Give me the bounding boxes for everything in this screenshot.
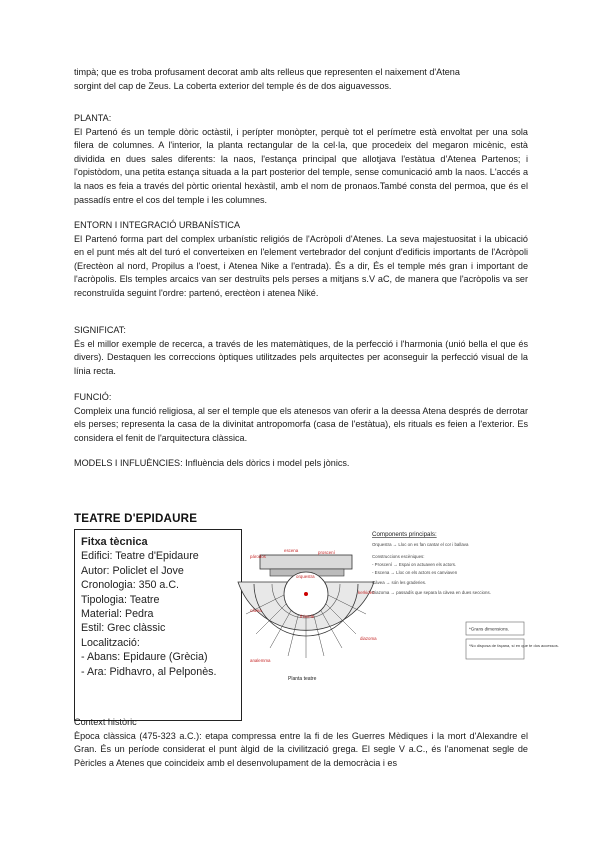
intro-line-1: timpà; que es troba profusament decorat amb alts relleus que representen el naixement d'Atena [74, 67, 460, 77]
section-title: TEATRE D'EPIDAURE [74, 512, 198, 525]
components-panel [372, 531, 559, 659]
component-item: - Escena → Lloc on els actors es canviaven [372, 570, 458, 575]
fitxa-row: Localització: [81, 636, 140, 649]
planta-heading: PLANTA: [74, 113, 112, 123]
context-heading: Context històric [74, 717, 137, 727]
fitxa-row: - Ara: Pidhavro, al Pelponès. [81, 665, 217, 678]
diagram-caption: Planta teatre [288, 676, 317, 682]
fitxa-row: - Abans: Epidaure (Grècia) [81, 651, 208, 664]
note-dimensions: *Grans dimensions. [469, 626, 510, 632]
significat-heading: SIGNIFICAT: [74, 325, 126, 335]
component-item: Orquestra → Lloc on es fan cantar el cor i ballava [372, 542, 469, 547]
models-text: Influència dels dòrics i model pels jònics. [182, 458, 350, 468]
fitxa-row: Tipologia: Teatre [81, 593, 160, 606]
component-item: Càvea → són les graderies. [372, 580, 427, 585]
component-item: Diazoma → passadís que separa la càvea en dues seccions. [372, 590, 491, 595]
section-funcio [74, 391, 528, 445]
fitxa-row: Cronologia: 350 a.C. [81, 579, 180, 592]
fitxa-title: Fitxa tècnica [81, 536, 148, 548]
component-item: Construccions escèniques: [372, 554, 425, 559]
planta-text: El Partenó és un temple dòric octàstil, i perípter monòpter, perquè tot el perímetre està envoltat per una sola filera de columnes. A l'interior, la planta rectangular de la cel·la, que procedeix del megaron micènic, està dividida en dues sales diferents: la naos, l'estança principal que allotjava l'estàtua d'Atenea Partenos; i l'opistòdom, una petita estança situada a la part posterior del temple, sense comunicació amb la naos. L'accés a la naos es feia a través del pòrtic oriental hexàstil, amb el nom de pronaos.També consta del permoa, que és el passadís entre el cos del temple i les columnes. [74, 126, 528, 205]
note-facade: *No disposa de façana, sí en que te dos accessos. [469, 643, 559, 648]
paragraph-intro [74, 66, 528, 93]
label-diazoma: diazoma [360, 636, 377, 641]
section-entorn [74, 219, 528, 301]
fitxa-tecnica-box [74, 529, 242, 721]
fitxa-row: Autor: Policlet el Jove [81, 564, 184, 577]
label-proscenium: proscení [318, 550, 335, 555]
entorn-text: El Partenó forma part del complex urbanístic religiós de l'Acròpoli d'Atenes. La seva majestuositat i la ubicació en el punt més alt del turó el converteixen en l'element vertebrador del conjunt d'edificis importants de l'Acròpoli (Erectèon al nord, Propilus a l'oest, i Atenea Nike a l'entrada). És a dir, És el temple més gran i important de l'acròpolis. Els temples arcaics van ser destruïts pels perses a mitjans s.V aC, de manera que l'acròpolis va ser reconstruïda seguint l'ordre: partenó, erectèon i atenea Niké. [74, 233, 528, 298]
label-kerkides: kerkides [358, 590, 375, 595]
label-orchestra: orquestra [296, 574, 315, 579]
component-item: - Proscení → Espai on actuaven els actors. [372, 562, 457, 567]
theatre-plan-svg [248, 522, 559, 730]
models-line [74, 457, 528, 471]
fitxa-row: Edifici: Teatre d'Epidaure [81, 550, 199, 563]
section-models [74, 457, 528, 471]
models-heading: MODELS I INFLUÈNCIES: [74, 458, 183, 468]
section-context [74, 716, 528, 770]
fitxa-row: Estil: Grec clàssic [81, 622, 166, 635]
funcio-text: Compleix una funció religiosa, al ser el temple que els atenesos van oferir a la deessa Atena després de derrotar els perses; representa la casa de la divinitat antropomorfa (casa de l'estàtua), els rituals es feien a l'exterior. Es considera el fenit de l'arquitectura clàssica. [74, 405, 528, 443]
components-title: Components principals: [372, 531, 437, 538]
context-text: Època clàssica (475-323 a.C.): etapa compressa entre la fi de les Guerres Mèdiques i la mort d'Alexandre el Gran. És un període considerat el punt àlgid de la civilització grega. El segle V a.C., és l'anomenat segle de Pèricles a Atenes que coincideix amb el desenvolupament de la democràcia i es [74, 730, 528, 768]
intro-line-2: sorgint del cap de Zeus. La coberta exterior del temple és de dos aiguavessos. [74, 80, 392, 91]
note2-box [466, 639, 524, 659]
label-thimele: thimele [300, 614, 315, 619]
theatre-plan-diagram [248, 522, 559, 730]
label-cavea: càvea [250, 608, 262, 613]
section-significat [74, 324, 528, 378]
label-parodos: párodos [250, 554, 266, 559]
significat-text: És el millor exemple de recerca, a través de les matemàtiques, de la perfecció i l'harmonia (unió bella el que és divers). Destaquen les correccions òptiques utilitzades pels arquitectes per aconseguir la perfecció visual de la línia recta. [74, 338, 528, 376]
entorn-heading: ENTORN I INTEGRACIÓ URBANÍSTICA [74, 220, 241, 230]
fitxa-row: Material: Pedra [81, 608, 154, 621]
label-analemma: analemma [250, 658, 271, 663]
label-escena: escena [284, 548, 299, 553]
section-planta [74, 112, 528, 207]
funcio-heading: FUNCIÓ: [74, 392, 112, 402]
